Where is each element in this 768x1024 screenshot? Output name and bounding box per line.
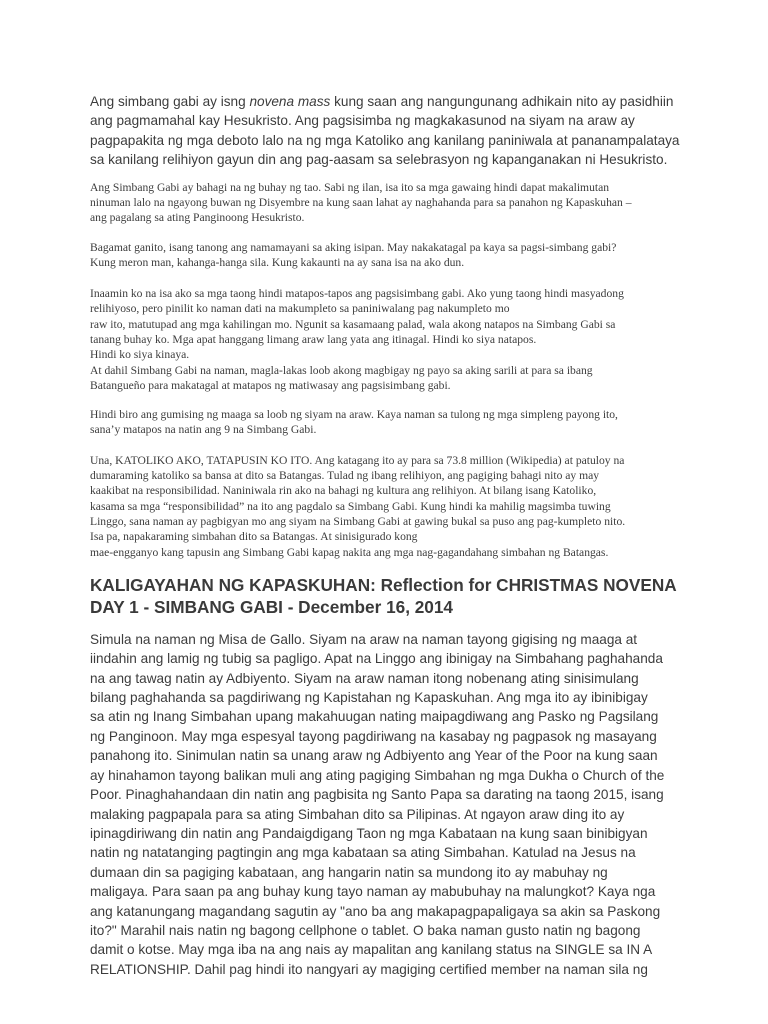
text-line: Linggo, sana naman ay pagbigyan mo ang siyam na Simbang Gabi at gawing bukal sa puso ang pag-kumpleto nito. bbox=[90, 514, 626, 528]
text-line: Poor. Pinaghahandaan din natin ang pagbisita ng Santo Papa sa darating na taong 2015, isang bbox=[90, 787, 664, 803]
text-line: sa kanilang relihiyon gayun din ang pag-aasam sa selebrasyon ng kapanganakan ni Hesukristo. bbox=[90, 152, 668, 168]
text-line: dumaraming katoliko sa bansa at dito sa Batangas. Tulad ng ibang relihiyon, ang pagiging bahagi nito ay may bbox=[90, 469, 600, 483]
text-line: ninuman lalo na ngayong buwan ng Disyembre na kung saan lahat ay naghahanda para sa panahon ng Kapaskuhan – bbox=[90, 195, 632, 209]
text-line: malaking pagpapala para sa ating Simbahan dito sa Pilipinas. At ngayon araw ding ito ay bbox=[90, 806, 625, 822]
text-line: dumaan din sa pagiging kabataan, ang hangarin natin sa mundong ito ay mabuhay ng bbox=[90, 864, 608, 880]
text-line: sa atin ng Inang Simbahan upang makahuugan nating maipagdiwang ang Pasko ng Pagsilang bbox=[90, 709, 659, 725]
text-line: Ang Simbang Gabi ay bahagi na ng buhay ng tao. Sabi ng ilan, isa ito sa mga gawaing hindi dapat makalimutan bbox=[90, 180, 610, 194]
text-line: Hindi biro ang gumising ng maaga sa loob ng siyam na araw. Kaya naman sa tulong ng mga simpleng payong ito, bbox=[90, 408, 618, 422]
text-line: mae-engganyo kang tapusin ang Simbang Gabi kapag nakita ang mga nag-gagandahang simbahan ng Batangas. bbox=[90, 545, 609, 559]
text-line: ito?" Marahil nais natin ng bagong cellphone o tablet. O baka naman gusto natin ng bagong bbox=[90, 922, 641, 938]
text-line: ay hinahamon tayong balikan muli ang ating pagiging Simbahan ng mga Dukha o Church of the bbox=[90, 767, 665, 783]
text-line: natin ng natatanging pagtingin ang mga kabataan sa ating Simbahan. Katulad na Jesus na bbox=[90, 845, 636, 861]
text-line: Kung meron man, kahanga-hanga sila. Kung kakaunti na ay sana isa na ako dun. bbox=[90, 255, 465, 269]
text-line: Ang simbang gabi ay isng novena mass kung saan ang nangungunang adhikain nito ay pasidhiin bbox=[90, 94, 674, 109]
emphasis-text: novena mass bbox=[249, 94, 331, 109]
text-line: pagpapakita ng mga deboto lalo na ng mga Katoliko ang kanilang paniniwala at pananampalataya bbox=[90, 132, 680, 148]
text-line: damit o kotse. May mga iba na ang nais ay mapalitan ang kanilang status na SINGLE sa IN A bbox=[90, 942, 653, 958]
text-line: raw ito, matutupad ang mga kahilingan mo. Ngunit sa kasamaang palad, wala akong natapos na Simbang Gabi sa bbox=[90, 317, 616, 331]
text-line: Bagamat ganito, isang tanong ang namamayani sa aking isipan. May nakakatagal pa kaya sa pagsi-simbang gabi? bbox=[90, 240, 617, 254]
katoliko-paragraph bbox=[90, 453, 690, 560]
text-line: sana’y matapos na natin ang 9 na Simbang Gabi. bbox=[90, 423, 317, 437]
intro-paragraph bbox=[90, 92, 690, 170]
text-line: ang pagalang sa ating Panginoong Hesukristo. bbox=[90, 211, 305, 225]
text-line: iindahin ang lamig ng tubig sa pagligo. Apat na Linggo ang ibinigay na Simbahang paghahanda bbox=[90, 651, 663, 667]
heading-line: KALIGAYAHAN NG KAPASKUHAN: Reflection for CHRISTMAS NOVENA bbox=[90, 574, 677, 595]
reflection-body bbox=[90, 630, 690, 979]
advice-paragraph bbox=[90, 407, 690, 438]
text-line: Isa pa, napakaraming simbahan dito sa Batangas. At sinisigurado kong bbox=[90, 530, 418, 544]
text-line: na ang tawag natin ay Adbiyento. Siyam na araw naman itong nobenang ating sinisimulang bbox=[90, 670, 639, 686]
text-line: Batangueño para makatagal at matapos ng matiwasay ang pagsisimbang gabi. bbox=[90, 378, 451, 392]
text-line: Hindi ko siya kinaya. bbox=[90, 348, 190, 362]
text-line: kaakibat na responsibilidad. Naniniwala rin ako na bahagi ng kultura ang relihiyon. At bilang isang Katoliko, bbox=[90, 484, 597, 498]
document-page bbox=[90, 92, 690, 979]
question-paragraph bbox=[90, 240, 690, 271]
confession-paragraph bbox=[90, 286, 690, 393]
text-line: ipinagdiriwang din natin ang Pandaigdigang Taon ng mga Kabataan na kung saan binibigyan bbox=[90, 825, 648, 841]
text-line: kasama sa mga “responsibilidad” na ito ang pagdalo sa Simbang Gabi. Kung hindi ka mahilig magsimba tuwing bbox=[90, 499, 611, 513]
text-line: ang katanungang magandang sagutin ay "ano ba ang makapagpapaligaya sa akin sa Paskong bbox=[90, 903, 661, 919]
text-line: RELATIONSHIP. Dahil pag hindi ito nangyari ay magiging certified member na naman sila ng bbox=[90, 961, 648, 977]
text-line: Una, KATOLIKO AKO, TATAPUSIN KO ITO. Ang katagang ito ay para sa 73.8 million (Wikipedia) at patuloy na bbox=[90, 453, 625, 467]
reflection-heading bbox=[90, 574, 690, 618]
text-line: Simula na naman ng Misa de Gallo. Siyam na araw na naman tayong gigising ng maaga at bbox=[90, 631, 638, 647]
text-line: panahong ito. Sinimulan natin sa unang araw ng Adbiyento ang Year of the Poor na kung saan bbox=[90, 748, 658, 764]
text-line: ang pagmamahal kay Hesukristo. Ang pagsisimba ng magkakasunod na siyam na araw ay bbox=[90, 113, 635, 129]
simbang-gabi-paragraph bbox=[90, 180, 690, 226]
text-line: bilang paghahanda sa pagdiriwang ng Kapistahan ng Kapaskuhan. Ang mga ito ay ibinibigay bbox=[90, 690, 648, 706]
text-line: relihiyoso, pero pinilit ko naman dati na makumpleto sa paniniwalang pag nakumpleto mo bbox=[90, 302, 510, 316]
heading-line: DAY 1 - SIMBANG GABI - December 16, 2014 bbox=[90, 596, 453, 617]
text-line: At dahil Simbang Gabi na naman, magla-lakas loob akong magbigay ng payo sa aking sarili at para sa ibang bbox=[90, 363, 593, 377]
text-line: maligaya. Para saan pa ang buhay kung tayo naman ay mabubuhay na malungkot? Kaya nga bbox=[90, 884, 656, 900]
text-line: ng Panginoon. May mga espesyal tayong pagdiriwang na kasabay ng pagpasok ng masayang bbox=[90, 728, 657, 744]
text-line: tanang buhay ko. Mga apat hanggang limang araw lang yata ang itinagal. Hindi ko siya natapos. bbox=[90, 333, 537, 346]
text-line: Inaamin ko na isa ako sa mga taong hindi matapos-tapos ang pagsisimbang gabi. Ako yung taong hindi masyadong bbox=[90, 287, 624, 301]
